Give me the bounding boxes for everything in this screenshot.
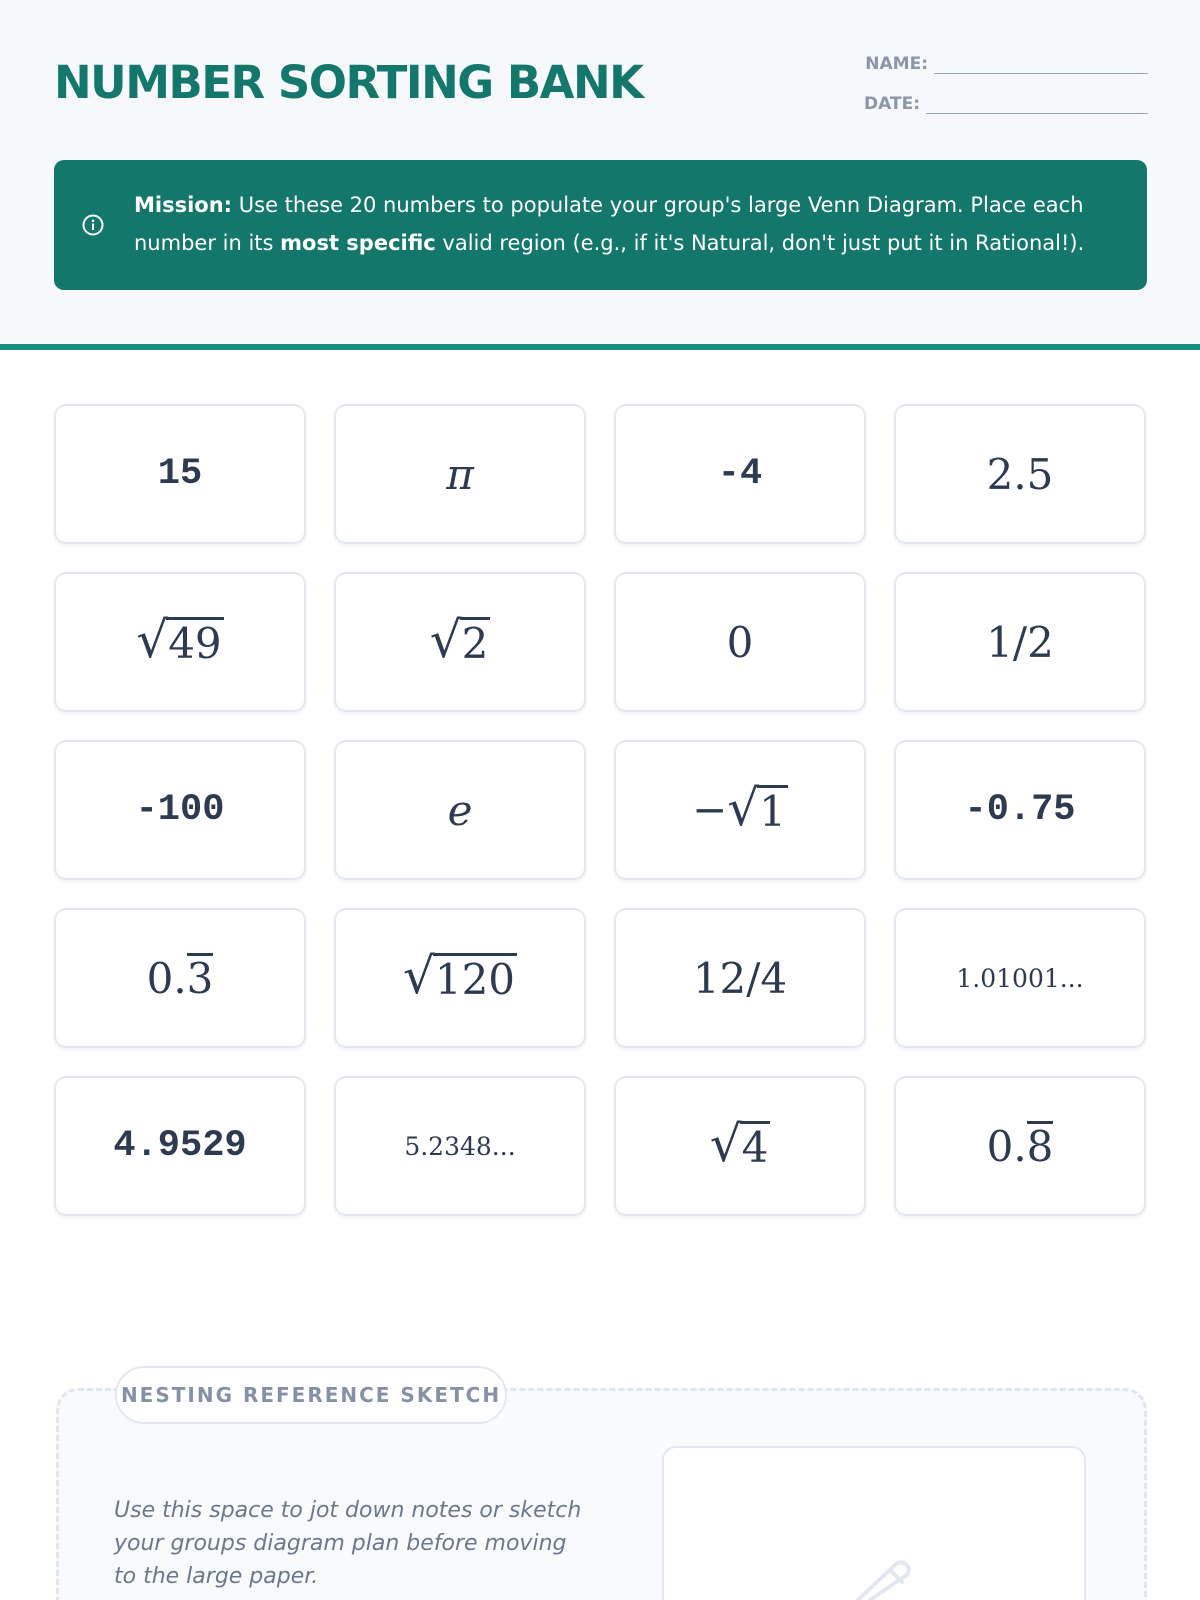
radicand: 120 bbox=[434, 955, 516, 1004]
number-card[interactable] bbox=[54, 572, 306, 712]
number-card[interactable] bbox=[894, 404, 1146, 544]
radicand: 1 bbox=[759, 787, 786, 836]
number-card[interactable] bbox=[894, 908, 1146, 1048]
radical-sign: √ bbox=[727, 779, 760, 837]
radical-expression bbox=[429, 611, 491, 669]
number-value: 4.9529 bbox=[113, 1125, 247, 1167]
number-card[interactable] bbox=[54, 740, 306, 880]
radical-sign: √ bbox=[709, 1115, 742, 1173]
decimal-prefix: 0. bbox=[146, 954, 187, 1003]
sketch-note: Use this space to jot down notes or sketch your groups diagram plan before moving to the large paper. bbox=[114, 1498, 582, 1589]
number-value: -100 bbox=[135, 789, 225, 831]
name-line bbox=[934, 56, 1148, 74]
sketch-title: NESTING REFERENCE SKETCH bbox=[115, 1366, 507, 1424]
repeating-digit: 8 bbox=[1026, 1122, 1054, 1171]
number-value: e bbox=[447, 785, 473, 835]
mission-emphasis: most specific bbox=[280, 231, 436, 255]
radical-sign: √ bbox=[136, 611, 169, 669]
number-card[interactable] bbox=[334, 908, 586, 1048]
date-field bbox=[864, 94, 1148, 114]
mission-label: Mission: bbox=[134, 193, 233, 217]
number-card[interactable] bbox=[54, 908, 306, 1048]
number-card-grid bbox=[54, 404, 1147, 1216]
date-label: DATE: bbox=[864, 94, 920, 114]
number-value: π bbox=[446, 449, 474, 499]
number-card[interactable] bbox=[614, 740, 866, 880]
number-card[interactable] bbox=[894, 572, 1146, 712]
number-value: 1/2 bbox=[986, 617, 1054, 667]
number-card[interactable] bbox=[894, 740, 1146, 880]
mission-text-part-1: Use these 20 numbers to populate your group's large Venn Diagram. Place each number in its bbox=[134, 193, 1084, 255]
mission-banner bbox=[54, 160, 1147, 290]
number-value: 0 bbox=[726, 617, 754, 667]
radicand: 2 bbox=[461, 619, 489, 668]
number-card[interactable] bbox=[334, 572, 586, 712]
number-card[interactable] bbox=[614, 572, 866, 712]
number-value: 5.2348... bbox=[404, 1131, 516, 1161]
mission-text-part-2: valid region (e.g., if it's Natural, don't just put it in Rational!). bbox=[435, 231, 1085, 255]
date-line bbox=[926, 96, 1148, 114]
radical-expression bbox=[692, 779, 788, 837]
number-card[interactable] bbox=[614, 404, 866, 544]
radicand: 4 bbox=[741, 1123, 769, 1172]
radical-sign: √ bbox=[429, 611, 462, 669]
radical-expression bbox=[402, 947, 517, 1005]
repeating-decimal bbox=[147, 953, 214, 1003]
pencil-icon bbox=[852, 1556, 924, 1600]
radical-sign: √ bbox=[402, 947, 435, 1005]
number-card[interactable] bbox=[894, 1076, 1146, 1216]
number-card[interactable] bbox=[334, 740, 586, 880]
number-card[interactable] bbox=[54, 1076, 306, 1216]
repeating-decimal bbox=[987, 1121, 1054, 1171]
name-field bbox=[865, 54, 1148, 74]
number-value: 12/4 bbox=[692, 953, 788, 1003]
info-icon bbox=[82, 214, 104, 236]
name-label: NAME: bbox=[865, 54, 928, 74]
radical-expression bbox=[709, 1115, 771, 1173]
number-value: -0.75 bbox=[964, 789, 1076, 831]
number-value: 1.01001... bbox=[956, 963, 1084, 993]
repeating-digit: 3 bbox=[186, 954, 214, 1003]
number-card[interactable] bbox=[334, 1076, 586, 1216]
mission-text bbox=[134, 186, 1109, 262]
decimal-prefix: 0. bbox=[986, 1122, 1027, 1171]
radicand: 49 bbox=[168, 619, 222, 668]
radical-expression bbox=[136, 611, 223, 669]
page-title: NUMBER SORTING BANK bbox=[54, 56, 643, 109]
worksheet-header bbox=[0, 0, 1200, 350]
number-value: 2.5 bbox=[986, 449, 1054, 499]
number-value: -4 bbox=[717, 453, 763, 495]
number-card[interactable] bbox=[614, 1076, 866, 1216]
number-card[interactable] bbox=[334, 404, 586, 544]
number-card[interactable] bbox=[614, 908, 866, 1048]
minus-sign: − bbox=[692, 785, 728, 834]
number-card[interactable] bbox=[54, 404, 306, 544]
number-value: 15 bbox=[157, 453, 203, 495]
